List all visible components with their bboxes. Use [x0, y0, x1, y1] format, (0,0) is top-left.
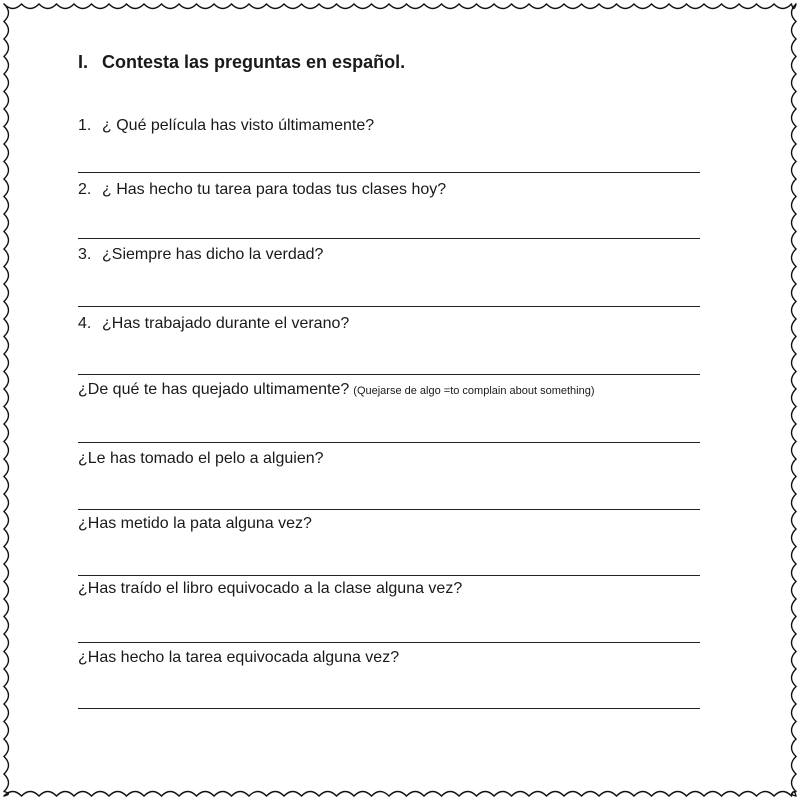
answer-line-2[interactable] [78, 238, 700, 239]
question-text: ¿ Qué película has visto últimamente? [102, 117, 375, 134]
worksheet [78, 0, 702, 800]
question-2 [78, 181, 446, 199]
answer-line-1[interactable] [78, 172, 700, 173]
answer-line-9[interactable] [78, 708, 700, 709]
question-number: 1. [78, 117, 92, 134]
question-text: ¿Has metido la pata alguna vez? [78, 515, 312, 532]
question-text: ¿Siempre has dicho la verdad? [102, 246, 324, 263]
question-number: 3. [78, 246, 92, 263]
question-7 [78, 515, 312, 533]
question-text: ¿De qué te has quejado ultimamente? [78, 381, 350, 398]
question-text: ¿Le has tomado el pelo a alguien? [78, 450, 324, 467]
question-8 [78, 580, 462, 598]
answer-line-6[interactable] [78, 509, 700, 510]
question-number: 4. [78, 315, 92, 332]
section-title: Contesta las preguntas en español. [102, 52, 406, 72]
section-heading [78, 52, 405, 73]
answer-line-4[interactable] [78, 374, 700, 375]
question-note: (Quejarse de algo =to complain about something) [353, 385, 595, 397]
section-number: I. [78, 52, 89, 72]
question-4 [78, 315, 349, 333]
answer-line-3[interactable] [78, 306, 700, 307]
question-text: ¿Has trabajado durante el verano? [102, 315, 350, 332]
question-text: ¿Has hecho la tarea equivocada alguna vez? [78, 649, 400, 666]
question-5 [78, 381, 595, 399]
question-3 [78, 246, 323, 264]
question-text: ¿ Has hecho tu tarea para todas tus clases hoy? [102, 181, 447, 198]
question-9 [78, 649, 399, 667]
answer-line-7[interactable] [78, 575, 700, 576]
question-number: 2. [78, 181, 92, 198]
question-1 [78, 117, 374, 135]
question-6 [78, 450, 324, 468]
question-text: ¿Has traído el libro equivocado a la clase alguna vez? [78, 580, 463, 597]
answer-line-8[interactable] [78, 642, 700, 643]
answer-line-5[interactable] [78, 442, 700, 443]
